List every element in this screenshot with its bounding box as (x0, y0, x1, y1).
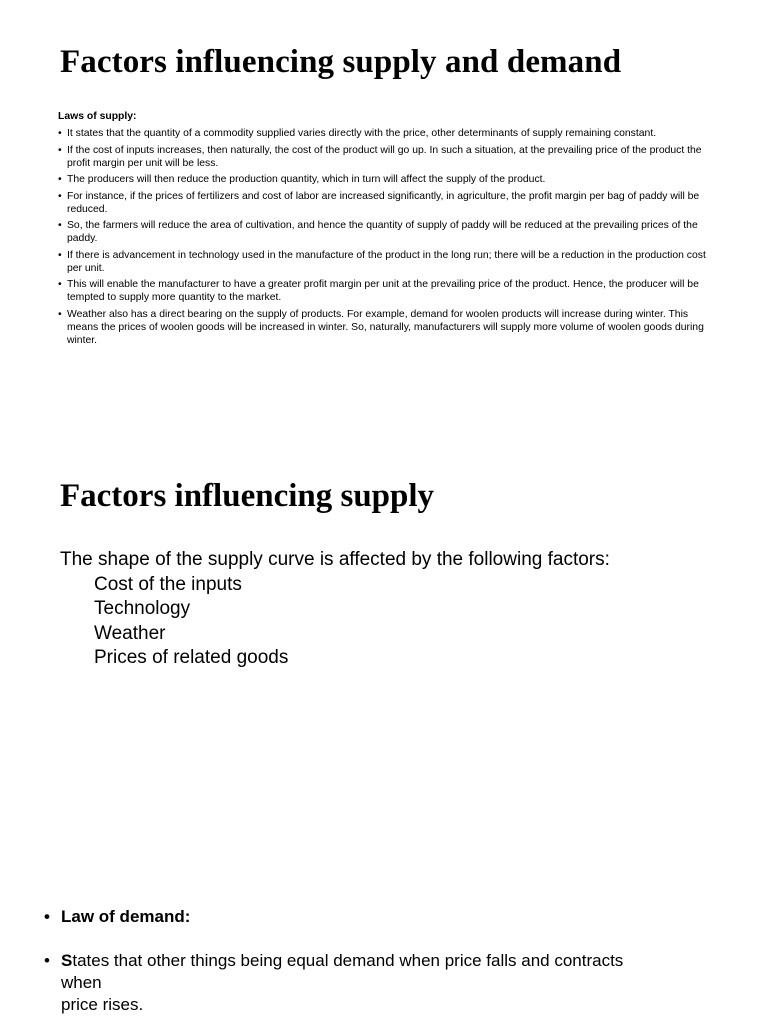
list-item: Prices of related goods (94, 647, 289, 668)
list-item (44, 906, 724, 928)
laws-of-supply-list (58, 127, 714, 347)
bullet-icon: • (44, 951, 50, 970)
laws-of-supply-heading: Laws of supply: (58, 111, 137, 122)
list-item: Weather (94, 622, 166, 644)
list-item-text: If the cost of inputs increases, then naturally, the cost of the product will go up. In such a situation, at the prevailing price of the product the profit margin per unit will be less. (67, 144, 702, 169)
bullet-icon: • (44, 907, 50, 926)
list-item (58, 249, 714, 275)
bullet-icon: • (58, 249, 62, 261)
list-item-text: The producers will then reduce the production quantity, which in turn will affect the supply of the product. (67, 174, 546, 185)
list-item-text: If there is advancement in technology used in the manufacture of the product in the long run; there will be a reduction in the production cost per unit. (67, 249, 706, 274)
list-item (58, 219, 714, 245)
bullet-icon: • (58, 144, 62, 156)
law-of-demand-section (44, 906, 724, 1016)
list-item (58, 173, 714, 186)
list-item-text: It states that the quantity of a commodity supplied varies directly with the price, other determinants of supply remaining constant. (67, 128, 657, 139)
list-item (58, 190, 714, 216)
bullet-icon: • (58, 174, 62, 185)
list-item (44, 950, 724, 1016)
demand-statement-text: tates that other things being equal demand when price falls and contracts (72, 951, 624, 970)
supply-factors-list (60, 573, 610, 671)
list-item (58, 144, 714, 170)
section-title: Factors influencing supply (60, 478, 435, 514)
drop-letter: S (61, 951, 73, 970)
list-item: Technology (94, 598, 191, 619)
bullet-icon: • (58, 279, 62, 290)
bullet-icon: • (58, 190, 62, 202)
list-item-text: This will enable the manufacturer to have a greater profit margin per unit at the prevailing price of the product. Hence, the producer will be tempted to supply more quantity to the market. (67, 279, 699, 303)
demand-statement-line-3: price rises. (61, 995, 144, 1014)
page-title: Factors influencing supply and demand (60, 44, 622, 80)
supply-intro-text: The shape of the supply curve is affected by the following factors: (60, 549, 610, 570)
laws-of-supply-section (58, 110, 714, 350)
demand-statement-line-1 (61, 950, 724, 972)
list-item-text: So, the farmers will reduce the area of cultivation, and hence the quantity of supply of paddy will be reduced at the prevailing prices of the paddy. (67, 220, 698, 244)
law-of-demand-heading: Law of demand: (61, 907, 191, 926)
list-item-text: For instance, if the prices of fertilizers and cost of labor are increased significantly, in agriculture, the profit margin per bag of paddy will be reduced. (67, 190, 700, 215)
list-item: Cost of the inputs (94, 573, 242, 595)
list-item (58, 308, 714, 347)
bullet-icon: • (58, 128, 62, 139)
list-item (58, 127, 714, 140)
bullet-icon: • (58, 220, 62, 231)
list-item-text: Weather also has a direct bearing on the supply of products. For example, demand for woolen products will increase during winter. This means the prices of woolen goods will be increased in winter. So, naturally, manufacturers will supply more volume of woolen goods during winter. (67, 308, 704, 346)
demand-statement-line-2: when (61, 973, 102, 992)
bullet-icon: • (58, 308, 62, 320)
supply-factors-section (60, 548, 610, 671)
list-item (58, 278, 714, 304)
